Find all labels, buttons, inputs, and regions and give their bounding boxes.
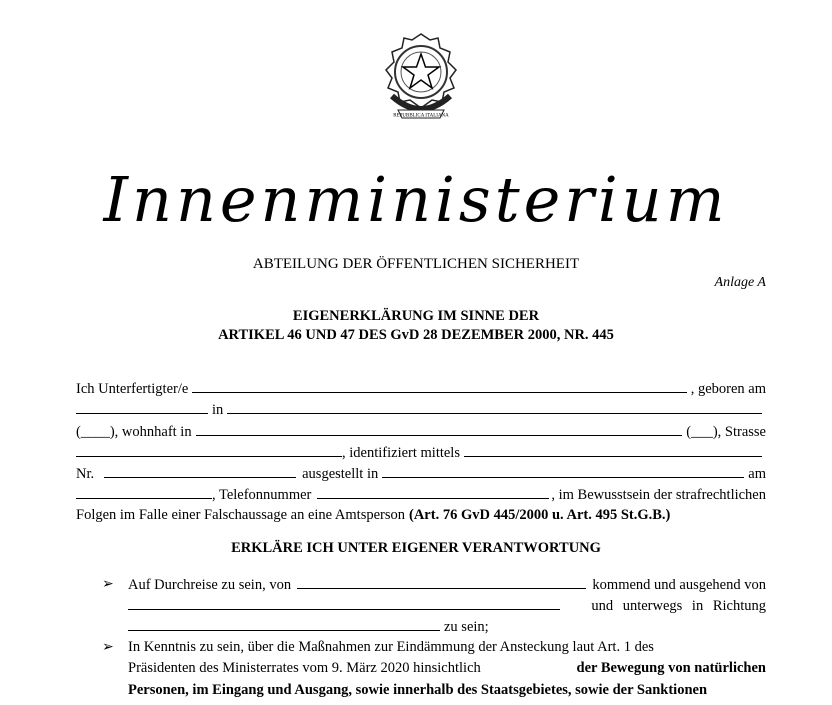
item1-line3 (128, 618, 766, 638)
declaration-heading: ERKLÄRE ICH UNTER EIGENER VERANTWORTUNG (231, 540, 601, 556)
form-line-3 (76, 423, 766, 443)
item2-text-2b: der Bewegung von natürlichen (576, 660, 766, 676)
label-ich: Ich Unterfertigter/e (76, 381, 189, 397)
annex-label: Anlage A (714, 275, 766, 290)
label-in: in (212, 402, 224, 418)
label-folgen: Folgen im Falle einer Falschaussage an eine Amtsperson (76, 507, 405, 523)
italian-emblem-seal (378, 26, 464, 126)
label-durchreise: Auf Durchreise zu sein, von (128, 577, 292, 593)
label-bewusst: , im Bewusstsein der strafrechtlichen (551, 487, 766, 503)
document-title-line2: ARTIKEL 46 UND 47 DES GvD 28 DEZEMBER 2000, NR. 445 (218, 327, 614, 343)
label-ausgestellt: ausgestellt in (302, 466, 379, 482)
item2-line2 (128, 660, 766, 680)
label-nr: Nr. (76, 466, 95, 482)
bullet-arrow-icon: ➢ (102, 577, 114, 592)
item1-line2 (128, 597, 766, 617)
id-document-field[interactable] (464, 444, 762, 457)
item2-text-1: In Kenntnis zu sein, über die Maßnahmen zur Eindämmung der Ansteckung laut Art. 1 des (128, 639, 654, 655)
item2-line3 (128, 682, 766, 702)
form-line-1 (76, 380, 766, 400)
form-line-5 (76, 465, 766, 485)
street-field[interactable] (76, 444, 342, 457)
item1-line1 (128, 576, 766, 596)
residence-field[interactable] (196, 423, 683, 436)
form-line-7 (76, 507, 766, 527)
label-richtung: und unterwegs in Richtung (591, 598, 766, 614)
label-identifiziert: , identifiziert mittels (342, 445, 460, 461)
item2-line1 (128, 639, 766, 659)
id-number-field[interactable] (104, 465, 296, 478)
label-telefon: , Telefonnummer (212, 487, 312, 503)
label-province-wohnhaft: (____), wohnhaft in (76, 424, 192, 440)
bullet-arrow-icon: ➢ (102, 640, 114, 655)
issued-in-field[interactable] (382, 465, 744, 478)
birthdate-field[interactable] (76, 401, 208, 414)
birthplace-field[interactable] (227, 401, 762, 414)
departure-field[interactable] (128, 597, 560, 610)
form-line-2 (76, 401, 766, 421)
label-strasse: (___), Strasse (686, 424, 766, 440)
phone-field[interactable] (317, 486, 549, 499)
name-field[interactable] (192, 380, 686, 393)
label-kommend: kommend und ausgehend von (592, 577, 766, 593)
issue-date-field[interactable] (76, 486, 212, 499)
department-name: ABTEILUNG DER ÖFFENTLICHEN SICHERHEIT (252, 256, 580, 272)
label-folgen-law: (Art. 76 GvD 445/2000 u. Art. 495 St.G.B.) (409, 507, 671, 523)
label-geboren: , geboren am (690, 381, 766, 397)
item2-text-2a: Präsidenten des Ministerrates vom 9. März 2020 hinsichtlich (128, 660, 481, 676)
seal-ribbon-text: REPUBBLICA ITALIANA (393, 113, 449, 119)
label-zu-sein: zu sein; (444, 619, 489, 635)
destination-field[interactable] (128, 618, 440, 631)
origin-field[interactable] (297, 576, 586, 589)
label-am: am (748, 466, 766, 482)
document-title-line1: EIGENERKLÄRUNG IM SINNE DER (292, 308, 540, 324)
form-line-4 (76, 444, 766, 464)
ministry-title: Innenministerium (103, 163, 729, 236)
form-line-6 (76, 486, 766, 506)
item2-text-3: Personen, im Eingang und Ausgang, sowie innerhalb des Staatsgebietes, sowie der Sanktionen (128, 682, 708, 698)
